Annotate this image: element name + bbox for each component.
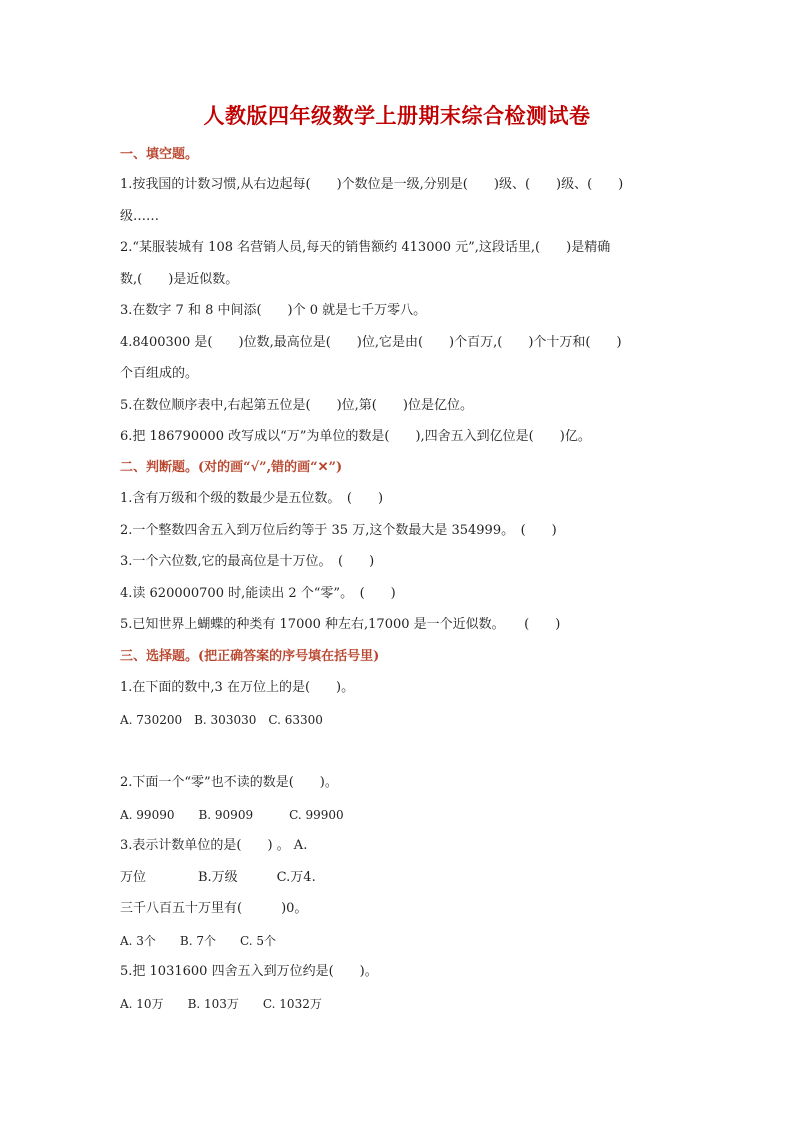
section-heading-fill-blank: 一、填空题。 [120,147,199,162]
question-text: 4.读 620000700 时,能读出 2 个“零”。 ( ) [120,586,396,601]
page-title: 人教版四年级数学上册期末综合检测试卷 [203,103,591,128]
question-text: 3.表示计数单位的是( ) 。 A. [120,838,308,853]
question-text: 2.一个整数四舍五入到万位后约等于 35 万,这个数最大是 354999。 ( ) [120,523,557,538]
question-text: 1.在下面的数中,3 在万位上的是( )。 [120,680,355,695]
answer-options: A. 10万 B. 103万 C. 1032万 [120,997,322,1011]
section-heading-true-false: 二、判断题。(对的画“√”,错的画“✕”) [120,460,343,475]
question-text: 1.含有万级和个级的数最少是五位数。 ( ) [120,491,384,506]
answer-options: A. 99090 B. 90909 C. 99900 [120,808,344,822]
question-text: 个百组成的。 [120,366,199,381]
answer-options: A. 730200 B. 303030 C. 63300 [120,713,323,727]
question-text: 3.在数字 7 和 8 中间添( )个 0 就是七千万零八。 [120,303,427,318]
question-text: 1.按我国的计数习惯,从右边起每( )个数位是一级,分别是( )级、( )级、( ) [120,177,624,192]
answer-options: A. 3个 B. 7个 C. 5个 [120,934,277,948]
question-text: 2.“某服装城有 108 名营销人员,每天的销售额约 413000 元”,这段话里,( )是精确 [120,240,611,255]
question-text: 3.一个六位数,它的最高位是十万位。 ( ) [120,554,375,569]
question-text: 4.8400300 是( )位数,最高位是( )位,它是由( )个百万,( )个十万和( ) [120,335,622,350]
question-text: 三千八百五十万里有( )0。 [120,901,308,916]
section-heading-multiple-choice: 三、选择题。(把正确答案的序号填在括号里) [120,649,380,664]
question-text: 5.已知世界上蝴蝶的种类有 17000 种左右,17000 是一个近似数。 ( ) [120,617,561,632]
question-text: 数,( )是近似数。 [120,272,239,287]
question-text: 5.把 1031600 四舍五入到万位约是( )。 [120,964,378,979]
answer-options: 万位 B.万级 C.万4. [120,870,316,885]
question-text: 6.把 186790000 改写成以“万”为单位的数是( ),四舍五入到亿位是( )亿。 [120,429,591,444]
question-text: 5.在数位顺序表中,右起第五位是( )位,第( )位是亿位。 [120,398,473,413]
question-text: 级…… [120,209,160,224]
question-text: 2.下面一个“零”也不读的数是( )。 [120,775,338,790]
